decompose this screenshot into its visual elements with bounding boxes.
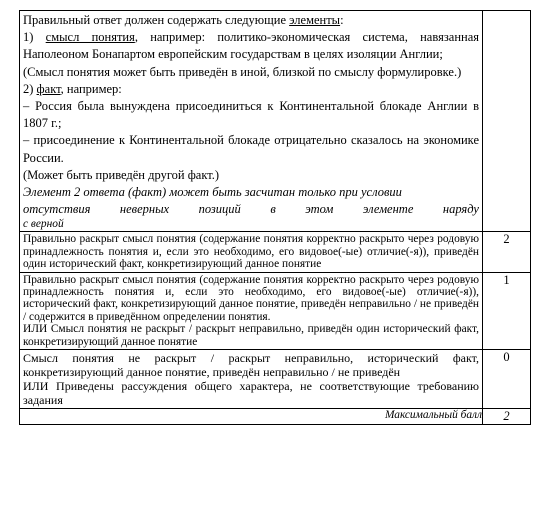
condition-word: отсутствия [23, 202, 91, 217]
criterion-text: Смысл понятия не раскрыт / раскрыт неправильно, исторический факт, конкретизирующий данное понятие, приведён неправильно / не приведён [23, 351, 479, 380]
criterion-row-2 [20, 232, 531, 272]
element-1-text: , например: политико-экономическая система, навязанная Наполеоном Бонапартом европейским государствам в целях изоляции Англии; [23, 30, 479, 62]
element-1-number: 1) [23, 30, 46, 45]
criterion-score: 0 [483, 350, 531, 409]
fact-1: – Россия была вынуждена присоединиться к Континентальной блокаде Англии в 1807 г.; [23, 99, 479, 131]
condition-line-2 [23, 201, 479, 218]
element-1-title: смысл понятия [45, 30, 135, 45]
condition-word: элементе [362, 202, 414, 217]
max-score-label: Максимальный балл [20, 409, 483, 425]
empty-score-cell [483, 11, 531, 232]
element-1-note: (Смысл понятия может быть приведён в иной, близкой по смыслу формулировке.) [23, 64, 462, 79]
condition-word: этом [305, 202, 334, 217]
fact-note: (Может быть приведён другой факт.) [23, 167, 220, 182]
intro-lead [23, 12, 479, 29]
max-score-row [20, 409, 531, 425]
condition-word: позиций [198, 202, 241, 217]
max-score-value: 2 [483, 409, 531, 425]
condition-word: в [270, 202, 276, 217]
element-2-number: 2) [23, 81, 37, 96]
condition-line-1: Элемент 2 ответа (факт) может быть засчитан только при условии [23, 185, 402, 200]
criterion-score: 2 [483, 232, 531, 272]
condition-word: неверных [119, 202, 170, 217]
criterion-alternative: ИЛИ Приведены рассуждения общего характера, не соответствующие требованию задания [23, 379, 479, 408]
criterion-text-cell [20, 272, 483, 349]
criterion-text-cell [20, 232, 483, 272]
condition-word: наряду [442, 202, 479, 217]
element-2 [23, 81, 479, 98]
element-2-title: факт [36, 81, 61, 96]
lead-text: Правильный ответ должен содержать следующие [23, 13, 290, 27]
lead-end: : [340, 13, 344, 27]
condition-line-3: с верной [23, 218, 64, 231]
lead-underlined: элементы [289, 13, 341, 27]
grading-table [19, 10, 531, 425]
criterion-row-0 [20, 350, 531, 409]
criterion-text: Правильно раскрыт смысл понятия (содержание понятия корректно раскрыто через родовую принадлежность понятия и, если это необходимо, его видовое(-ые) отличие(-я)), исторический факт, конкретизирующий данное понятие, приведён неправильно / не приведён / содержится в приведённом определении понятия. [23, 273, 479, 323]
answer-elements-row [20, 11, 531, 232]
fact-2: – присоединение к Континентальной блокаде отрицательно сказалось на экономике России. [23, 133, 479, 165]
answer-elements-cell [20, 11, 483, 232]
criterion-alternative: ИЛИ Смысл понятия не раскрыт / раскрыт неправильно, приведён один исторический факт, конкретизирующий данное понятие [23, 323, 479, 348]
element-2-text: , например: [60, 81, 122, 96]
criterion-text-cell [20, 350, 483, 409]
criterion-score: 1 [483, 272, 531, 349]
criterion-row-1 [20, 272, 531, 349]
criterion-text: Правильно раскрыт смысл понятия (содержание понятия корректно раскрыто через родовую принадлежность понятия и, если это необходимо, его видовое(-ые) отличие(-я)), приведён один исторический факт, конкретизирующий данное понятие [23, 233, 479, 271]
element-1 [23, 29, 479, 63]
